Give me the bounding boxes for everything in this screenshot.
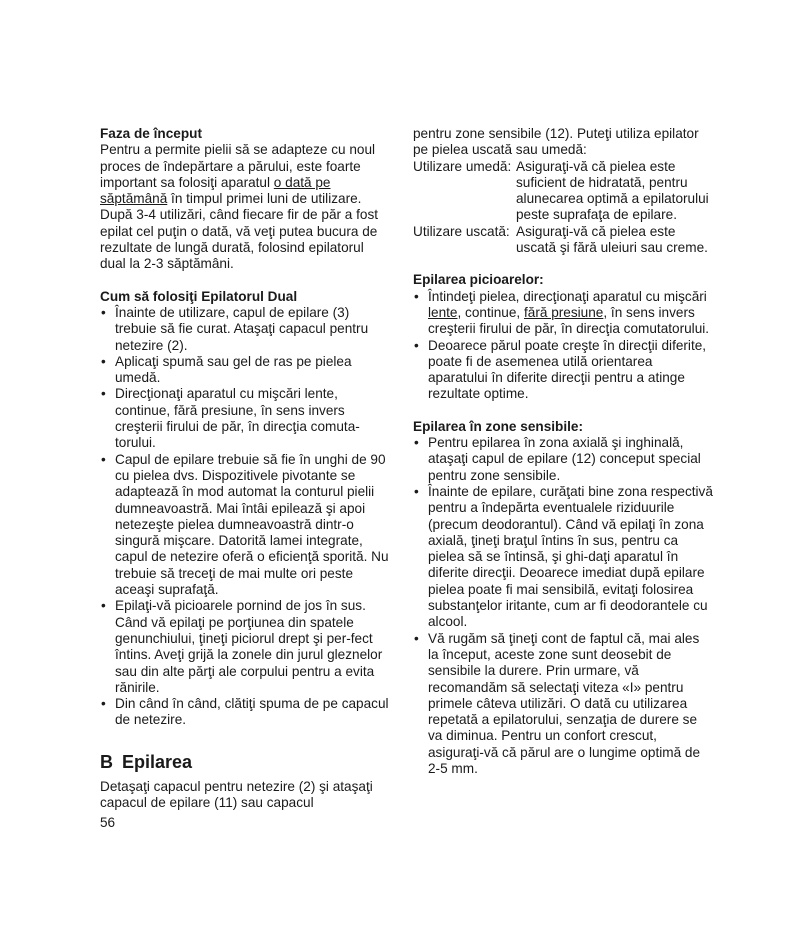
usage-label: Utilizare uscată: <box>413 223 510 239</box>
left-column <box>100 126 392 729</box>
list-item: • Epilaţi-vă picioarele pornind de jos în sus. Când vă epilaţi pe porţiunea din spatele genunchiului, ţineţi piciorul drept şi per-fect întins. Aveţi grijă la zonele din jurul gleznelor sau din alte părţi ale corpului pentru a evita rănirile. <box>100 598 392 696</box>
list-item: • Vă rugăm să ţineţi cont de faptul că, mai ales la început, aceste zone sunt deosebit de sensibile la durere. Prin urmare, vă recomandăm să selectaţi viteza «I» pentru primele câteva utilizări. O dată cu utilizarea repetată a epilatorului, senzaţia de durere se va diminua. Pentru un confort crescut, asiguraţi-vă că părul are o lungime optimă de 2-5 mm. <box>413 631 713 778</box>
faza-underlined: o dată pe săptămână <box>100 174 331 207</box>
sensibile-heading: Epilarea în zone sensibile: <box>413 418 583 434</box>
usage-wet <box>413 159 713 224</box>
underlined-lente: lente <box>428 304 458 320</box>
faza-text-2: în timpul primei luni de utilizare. După 3-4 utilizări, când fiecare fir de păr a fost epilat cel puţin o dată, vă veţi putea bucura de rezultate de lungă durată, folosind epilatorul dual la 2-3 săptămâni. <box>100 191 379 272</box>
section-b-text: Detaşaţi capacul pentru netezire (2) şi ataşaţi capacul de epilare (11) sau capacul <box>100 779 373 811</box>
list-item <box>413 289 713 338</box>
section-b-heading <box>100 751 192 773</box>
intro-text: pentru zone sensibile (12). Puteţi utiliza epilator pe pielea uscată sau umedă: <box>413 126 699 158</box>
sensibile-list <box>413 435 713 777</box>
list-item: • Aplicaţi spumă sau gel de ras pe pielea umedă. <box>100 354 392 387</box>
page-number: 56 <box>100 815 116 830</box>
item-text: , în sens invers creşterii firului de păr, în direcţia comutatorului. <box>428 304 710 337</box>
list-item: • Deoarece părul poate creşte în direcţii diferite, poate fi de asemenea utilă orientarea aparatului în diferite direcţii pentru a atinge rezultate optime. <box>413 338 713 403</box>
section-title: Epilarea <box>122 752 193 772</box>
right-column <box>413 126 713 777</box>
item-text: , continue, <box>457 304 524 320</box>
list-item: • Înainte de utilizare, capul de epilare (3) trebuie să fie curat. Ataşaţi capacul pentru netezire (2). <box>100 305 392 354</box>
usage-label: Utilizare umedă: <box>413 158 512 174</box>
usage-dry <box>413 224 713 257</box>
list-item: • Pentru epilarea în zona axială şi inghinală, ataşaţi capul de epilare (12) conceput special pentru zone sensibile. <box>413 435 713 484</box>
faza-heading: Faza de început <box>100 126 202 141</box>
list-item: • Capul de epilare trebuie să fie în unghi de 90 cu pielea dvs. Dispozitivele pivotante se adaptează în mod automat la conturul pielii dumneavoastră. Mai întâi epilează şi apoi netezeşte pielea dumneavoastră dintr-o singură mişcare. Datorită lamei integrate, capul de netezire oferă o eficienţă sporită. Nu trebuie să treceţi de mai multe ori peste aceaşi suprafaţă. <box>100 452 392 599</box>
underlined-fara-presiune: fără presiune <box>524 304 604 320</box>
list-item: • Din când în când, clătiţi spuma de pe capacul de netezire. <box>100 696 392 729</box>
picioare-list <box>413 289 713 403</box>
item-text: Întindeţi pielea, direcţionaţi aparatul cu mişcări <box>428 288 707 304</box>
list-item: • Înainte de epilare, curăţati bine zona respectivă pentru a îndepărta eventualele riziduurile (precum deodorantul). Când vă epilaţi în zona axială, ţineţi braţul întins în sus, pentru ca pielea să se întinsă, şi ghi-daţi aparatul în diferite direcţii. Deoarece imediat după epilare pielea poate fi mai sensibilă, evitaţi folosirea substanţelor iritante, cum ar fi deodorantele cu alcool. <box>413 484 713 631</box>
picioare-heading: Epilarea picioarelor: <box>413 272 544 288</box>
usage-desc: Asiguraţi-vă că pielea este uscată şi fără uleiuri sau creme. <box>516 223 708 256</box>
cum-heading: Cum să folosiţi Epilatorul Dual <box>100 288 298 304</box>
section-letter: B <box>100 752 113 772</box>
list-item: • Direcţionaţi aparatul cu mişcări lente, continue, fără presiune, în sens invers creşterii firului de păr, în direcţia comuta-torului. <box>100 386 392 451</box>
faza-paragraph <box>100 142 392 272</box>
faza-text-1: Pentru a permite pielii să se adapteze cu noul proces de îndepărtare a părului, este foarte important sa folosiţi aparatul <box>100 142 376 190</box>
cum-list <box>100 305 392 729</box>
usage-desc: Asiguraţi-vă că pielea este suficient de hidratată, pentru alunecarea optimă a epilatorului peste suprafaţa de epilare. <box>516 158 709 223</box>
